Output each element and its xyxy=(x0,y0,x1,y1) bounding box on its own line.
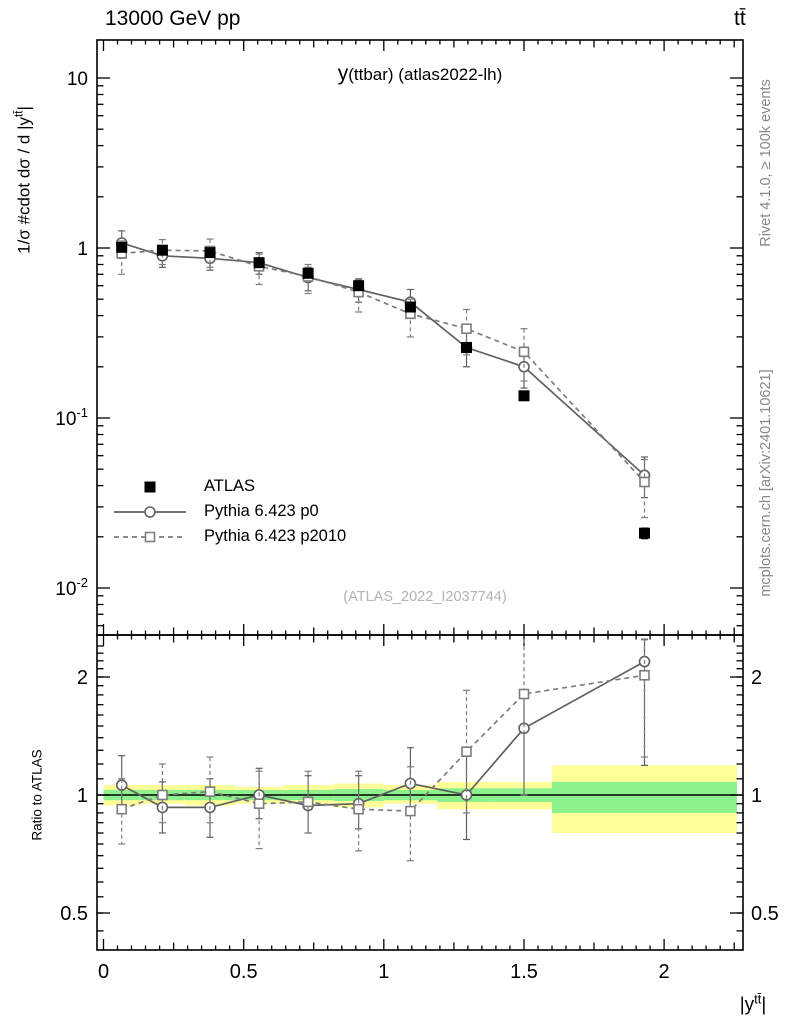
atlas-marker-icon xyxy=(112,477,188,497)
svg-text:1: 1 xyxy=(378,961,390,983)
process-label: tt̄ xyxy=(734,7,746,30)
legend-label-pythia-p0: Pythia 6.423 p0 xyxy=(204,502,319,520)
main-y-axis-label-text: 1/σ #cdot dσ / d |y xyxy=(14,116,34,254)
svg-text:2: 2 xyxy=(76,667,88,689)
svg-text:1: 1 xyxy=(76,785,88,807)
plot-title xyxy=(338,62,503,86)
legend-item-atlas xyxy=(112,474,346,499)
analysis-id-watermark: (ATLAS_2022_I2037744) xyxy=(343,589,507,605)
pythia-p0-marker-icon xyxy=(112,502,188,522)
ratio-y-axis-label: Ratio to ATLAS xyxy=(29,749,45,841)
svg-text:0.5: 0.5 xyxy=(60,903,88,925)
svg-text:0.5: 0.5 xyxy=(229,961,258,983)
legend xyxy=(112,474,346,549)
main-y-axis-label-sup: tt̄ xyxy=(13,110,26,117)
legend-label-atlas: ATLAS xyxy=(204,477,256,495)
legend-item-pythia-p2010 xyxy=(112,524,346,549)
plot-title-analysis: (ttbar) (atlas2022-lh) xyxy=(348,65,503,84)
legend-label-pythia-p2010: Pythia 6.423 p2010 xyxy=(204,527,347,545)
legend-item-pythia-p0 xyxy=(112,499,346,524)
mcplots-reference-label: mcplots.cern.ch [arXiv:2401.10621] xyxy=(758,369,774,597)
x-axis-label xyxy=(740,991,767,1016)
svg-text:10: 10 xyxy=(66,69,88,90)
x-axis-label-end: | xyxy=(761,994,767,1016)
svg-text:0: 0 xyxy=(97,961,110,983)
svg-text:1: 1 xyxy=(77,239,88,260)
main-y-axis-label-end: | xyxy=(14,106,34,111)
beam-energy-label: 13000 GeV pp xyxy=(105,7,241,30)
x-axis-label-sup: tt̄ xyxy=(754,991,762,1007)
svg-text:1: 1 xyxy=(751,785,763,807)
x-axis-label-text: |y xyxy=(739,994,755,1016)
pythia-p2010-marker-icon xyxy=(112,527,188,547)
svg-text:2: 2 xyxy=(751,667,763,689)
svg-text:1.5: 1.5 xyxy=(510,961,538,983)
rivet-version-label: Rivet 4.1.0, ≥ 100k events xyxy=(758,79,774,247)
main-y-axis-label xyxy=(14,106,35,254)
svg-text:2: 2 xyxy=(658,961,670,983)
plot-title-observable: y xyxy=(337,62,349,85)
svg-text:0.5: 0.5 xyxy=(751,903,779,925)
svg-text:10-1: $10^{-1}$ xyxy=(55,405,88,430)
svg-text:10-2: $10^{-2}$ xyxy=(55,575,88,600)
